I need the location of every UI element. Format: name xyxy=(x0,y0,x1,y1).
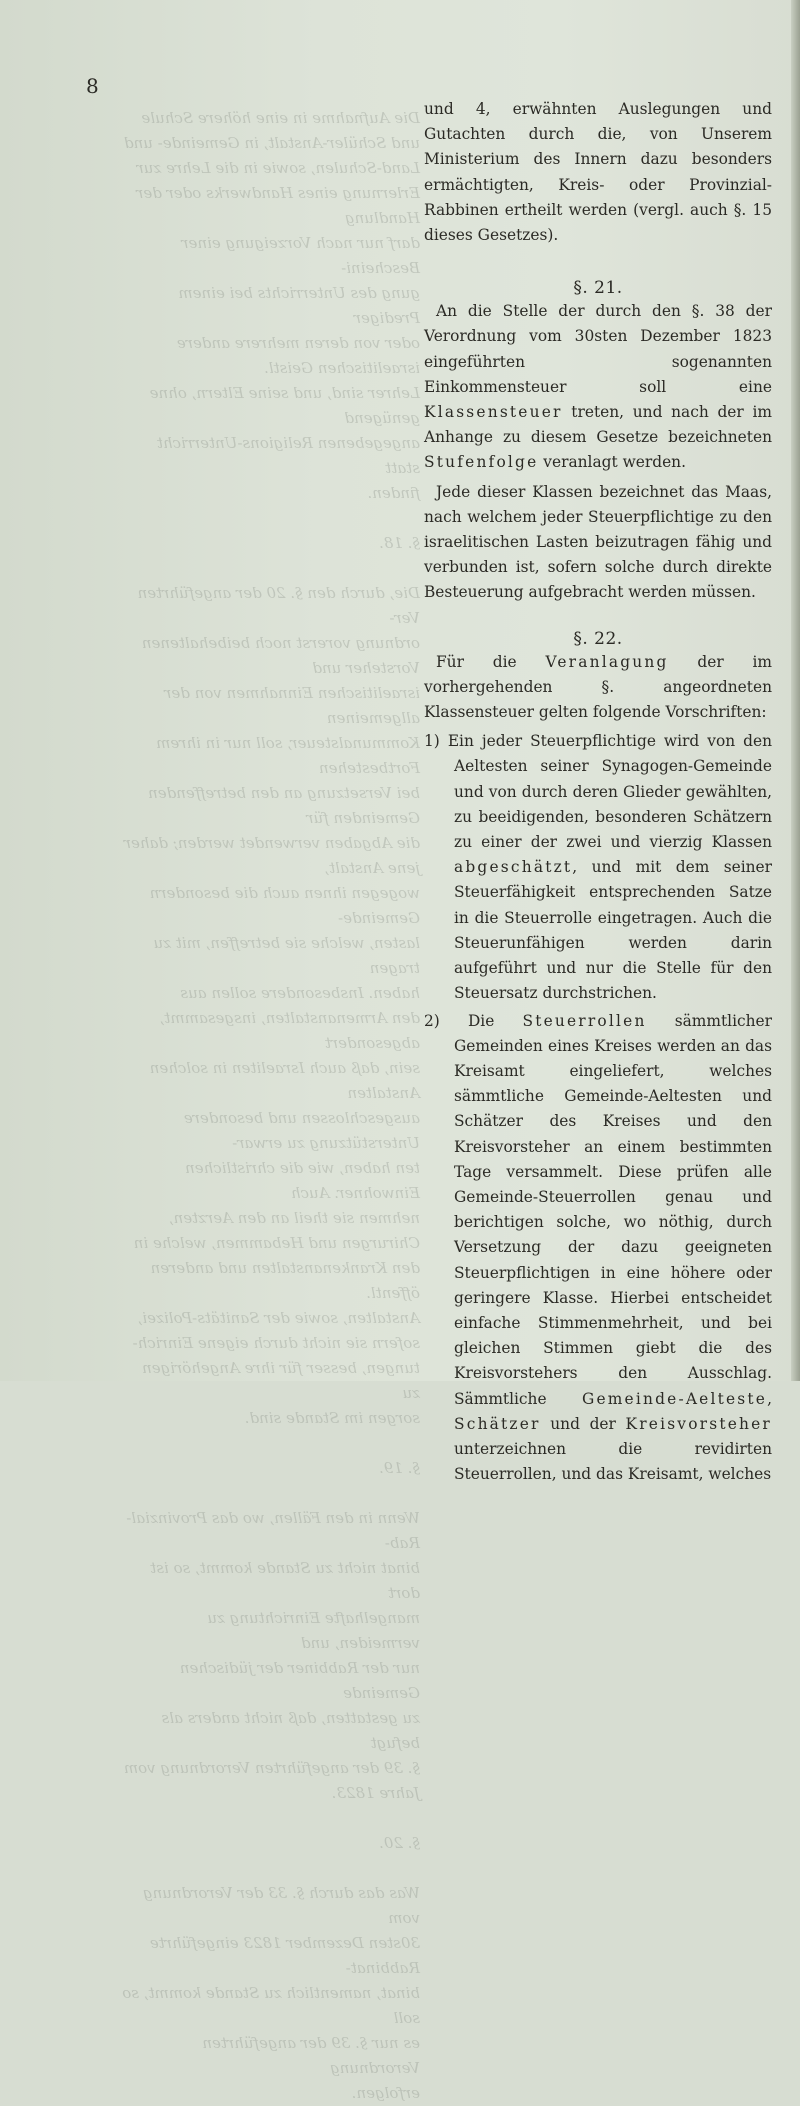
section-22-item-2: 2) Die Steuerrollen sämmtlicher Gemeinden eines Kreises werden an das Kreisamt eingeliefert, welches sämmtliche Gemeinde-Aeltesten und Schätzer des Kreises und den Kreisvorsteher an einem bestimmten Tage versammelt. Diese prüfen alle Gemeinde-Steuerrollen genau und berichtigen solche, wo nöthig, durch Versetzung der dazu geeigneten Steuerpflichtigen in eine höhere oder geringere Klasse. Hierbei entscheidet einfache Stimmenmehrheit, und bei gleichen Stimmen giebt die des Kreisvorstehers den Ausschlag. Sämmtliche Gemeinde-Aelteste, Schätzer und der Kreisvorsteher unterzeichnen die revidirten Steuerrollen, und das Kreisamt, welches xyxy=(424,1011,772,1484)
section-21-paragraph-2: Jede dieser Klassen bezeichnet das Maas, nach welchem jeder Steuerpflichtige zu den israelitischen Lasten beizutragen fähig und verbunden ist, sofern solche durch direkte Besteuerung aufgebracht werden müssen. xyxy=(424,482,772,602)
bleed-through-text: Die Aufnahme in eine höhere Schule und Schüler-Anstalt, in Gemeinde- und Land-Schulen, sowie in die Lehre zur Erlernung eines Handwerks oder der Handlung darf nur nach Vorzeigung einer Bescheini- gung des Unterrichts bei einem Prediger oder von deren mehrere andere israelitischen Geistl. Lehrer sind, und seine Eltern, ohne genügend angegebenen Religions-Unterricht statt finden. §. 18. Die, durch den §. 20 der angeführten Ver- ordnung vorerst noch beibehaltenen Vorsteher und israelitischen Einnahmen von der allgemeinen Kommunalsteuer, soll nur in ihrem Fortbestehen bei Versetzung an den betreffenden Gemeinden für die Abgaben verwendet werden; daher jene Anstalt, wogegen ihnen auch die besondern Gemeinde- lasten, welche sie betreffen, mit zu tragen haben. Insbesondere sollen aus den Armenanstalten, insgesammt, abgesondert sein, daß auch Israeliten in solchen Anstalten ausgeschlossen und besondere Unterstützung zu erwar- ten haben, wie die christlichen Einwohner. Auch nehmen sie theil an den Aerzten, Chirurgen und Hebammen, welche in den Krankenanstalten und anderen öffentl. Anstalten, sowie der Sanitäts-Polizei, sofern sie nicht durch eigene Einrich- tungen, besser für ihre Angehörigen zu sorgen im Stande sind. §. 19. Wenn in den Fällen, wo das Provinzial-Rab- binat nicht zu Stande kommt, so ist dort mangelhafte Einrichtung zu vermeiden, und nur der Rabbiner der jüdischen Gemeinde zu gestatten, daß nicht anders als befugt §. 39 der angeführten Verordnung vom Jahre 1823. §. 20. Was das durch §. 33 der Verordnung vom 30sten Dezember 1823 eingeführte Rabbinat- binat, namentlich zu Stande kommt, so soll es nur §. 39 der angeführten Verordnung erfolgen. xyxy=(122,109,420,2102)
emphasis-kreisvorsteher: Kreisvorsteher xyxy=(625,1414,772,1433)
emphasis-stufenfolge: Stufenfolge xyxy=(424,453,539,472)
section-21-heading: §. 21. xyxy=(573,278,623,299)
emphasis-abgeschaetzt: abgeschätzt xyxy=(454,858,573,877)
emphasis-steuerrollen: Steuerrollen xyxy=(522,1011,647,1030)
main-text-column xyxy=(424,97,772,1489)
section-22-intro: Für die Veranlagung der im vorhergehenden §. angeordneten Klassensteuer gelten folgende Vorschriften: xyxy=(424,652,772,722)
emphasis-gemeinde-aelteste: Gemeinde-Aelteste xyxy=(581,1389,768,1408)
emphasis-klassensteuer: Klassensteuer xyxy=(424,403,563,422)
page-number: 8 xyxy=(86,74,99,98)
section-22-item-1: 1) Ein jeder Steuerpflichtige wird von den Aeltesten seiner Synagogen-Gemeinde und von durch deren Glieder gewählten, zu beeidigenden, besonderen Schätzern zu einer der zwei und vierzig Klassen abgeschätzt, und mit dem seiner Steuerfähigkeit entsprechenden Satze in die Steuerrolle eingetragen. Auch die Steuerunfähigen werden darin aufgeführt und nur die Stelle für den Steuersatz durchstrichen. xyxy=(424,732,772,1003)
emphasis-veranlagung: Veranlagung xyxy=(545,652,669,671)
section-22-heading: §. 22. xyxy=(573,628,623,649)
section-21-paragraph-1: An die Stelle der durch den §. 38 der Verordnung vom 30sten Dezember 1823 eingeführten sogenannten Einkommensteuer soll eine Klassensteuer treten, und nach der im Anhange zu diesem Gesetze bezeichneten Stufenfolge veranlagt werden. xyxy=(424,302,772,472)
item-1-number: 1) xyxy=(424,732,440,751)
continuation-paragraph: und 4, erwähnten Auslegungen und Gutachten durch die, von Unserem Ministerium des Innern dazu besonders ermächtigten, Kreis- oder Provinzial-Rabbinen ertheilt werden (vergl. auch §. 15 dieses Gesetzes). xyxy=(424,100,772,245)
page-edge xyxy=(791,0,800,1381)
item-2-number: 2) xyxy=(424,1011,440,1030)
emphasis-schaetzer: Schätzer xyxy=(454,1414,541,1433)
